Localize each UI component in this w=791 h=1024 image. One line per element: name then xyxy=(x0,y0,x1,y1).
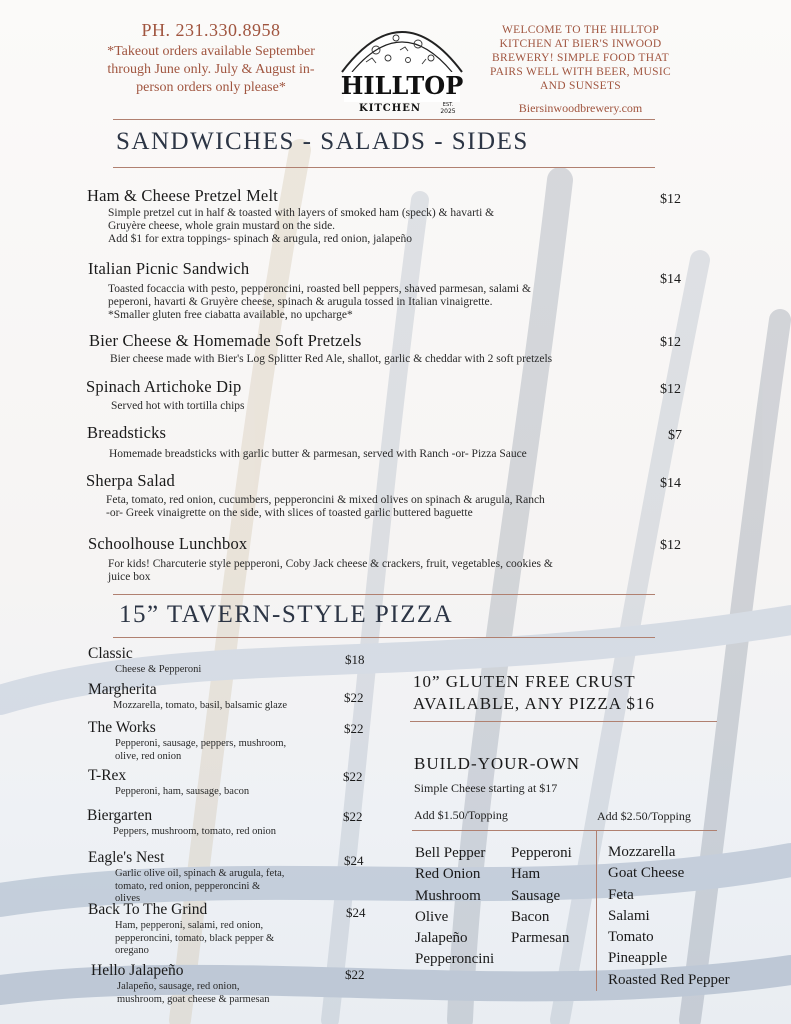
menu-item-name: Schoolhouse Lunchbox xyxy=(88,534,248,553)
svg-text:KITCHEN: KITCHEN xyxy=(359,103,421,114)
menu-item-name: Spinach Artichoke Dip xyxy=(86,377,242,396)
header-welcome xyxy=(478,23,683,115)
menu-item-price: $12 xyxy=(660,382,681,397)
topping-item: Mushroom xyxy=(415,887,481,904)
pizza-description xyxy=(115,786,335,799)
pizza-name: The Works xyxy=(88,719,156,736)
menu-item-description xyxy=(106,494,666,520)
description-line: Feta, tomato, red onion, cucumbers, pepperoncini & mixed olives on spinach & arugula, Ranch xyxy=(106,494,545,506)
menu-item-name: Breadsticks xyxy=(87,423,167,442)
topping-item: Ham xyxy=(511,866,541,883)
description-line: olive, red onion xyxy=(115,750,182,762)
pizza-price: $24 xyxy=(344,853,364,868)
pizza-name: Margherita xyxy=(88,681,157,698)
menu-item-description xyxy=(108,207,668,246)
description-line: Gruyère cheese, whole grain mustard on the side. xyxy=(108,220,336,232)
topping-item: Red Onion xyxy=(415,866,481,883)
description-line: Homemade breadsticks with garlic butter & parmesan, served with Ranch -or- Pizza Sauce xyxy=(109,448,527,460)
description-line: Jalapeño, sausage, red onion, xyxy=(117,981,240,992)
pizza-name: Hello Jalapeño xyxy=(91,962,184,979)
pizza-description xyxy=(115,920,335,958)
tier1-toppings-col2 xyxy=(511,843,572,949)
toppings-divider xyxy=(412,830,717,831)
section-title-pizza: 15” TAVERN-STYLE PIZZA xyxy=(119,601,454,628)
description-line: juice box xyxy=(108,571,151,583)
pizza-name: Back To The Grind xyxy=(88,901,208,918)
gluten-free-divider xyxy=(410,721,717,722)
menu-item-description xyxy=(110,353,670,366)
description-line: olives xyxy=(115,893,141,904)
pizza-title-divider xyxy=(113,637,655,638)
pizza-name: Biergarten xyxy=(87,807,153,824)
topping-item: Bell Pepper xyxy=(415,845,486,861)
sandwiches-divider xyxy=(113,167,655,168)
menu-item-description xyxy=(109,448,669,461)
section-title-sandwiches: SANDWICHES - SALADS - SIDES xyxy=(116,128,529,155)
description-line: Cheese & Pepperoni xyxy=(115,664,202,675)
topping-item: Jalapeño xyxy=(415,930,468,947)
topping-item: Tomato xyxy=(608,929,654,946)
description-line: tomato, red onion, pepperoncini & xyxy=(115,880,261,892)
pizza-description xyxy=(115,868,335,906)
gluten-free-note xyxy=(413,671,655,715)
topping-item: Parmesan xyxy=(511,930,570,947)
topping-item: Pepperoni xyxy=(511,845,572,861)
description-line: Ham, pepperoni, salami, red onion, xyxy=(115,920,264,931)
pizza-price: $22 xyxy=(345,967,365,982)
description-line: For kids! Charcuterie style pepperoni, Coby Jack cheese & crackers, fruit, vegetables, cookies & xyxy=(108,558,553,570)
header-contact xyxy=(96,20,326,97)
menu-item-price: $14 xyxy=(660,272,681,287)
header-divider xyxy=(113,119,655,120)
menu-item-name: Italian Picnic Sandwich xyxy=(88,259,250,278)
pizza-price: $22 xyxy=(344,690,364,705)
topping-item: Pepperoncini xyxy=(415,951,495,968)
description-line: Bier cheese made with Bier's Log Splitter Red Ale, shallot, garlic & cheddar with 2 soft pretzels xyxy=(110,353,553,365)
description-line: Add $1 for extra toppings- spinach & arugula, red onion, jalapeño xyxy=(108,233,413,245)
pizza-price: $18 xyxy=(345,652,365,667)
menu-item-price: $14 xyxy=(660,476,681,491)
menu-item-price: $12 xyxy=(660,538,681,553)
description-line: Peppers, mushroom, tomato, red onion xyxy=(113,826,277,837)
menu-item-price: $12 xyxy=(660,335,681,350)
description-line: Pepperoni, ham, sausage, bacon xyxy=(115,786,250,797)
description-line: mushroom, goat cheese & parmesan xyxy=(117,993,270,1005)
menu-item-name: Ham & Cheese Pretzel Melt xyxy=(87,186,279,205)
description-line: Toasted focaccia with pesto, pepperoncini, roasted bell peppers, shaved parmesan, salami & xyxy=(108,283,531,295)
pizza-description xyxy=(115,738,335,763)
menu-item-description xyxy=(111,400,671,413)
svg-text:HILLTOP: HILLTOP xyxy=(340,71,464,100)
topping-item: Olive xyxy=(415,908,449,925)
topping-item: Bacon xyxy=(511,908,550,925)
pizza-price: $22 xyxy=(344,721,364,736)
description-line: oregano xyxy=(115,945,149,956)
menu-item-description xyxy=(108,283,668,322)
pizza-name: Classic xyxy=(88,645,133,662)
topping-item: Pineapple xyxy=(608,950,668,967)
menu-item-price: $7 xyxy=(668,428,682,443)
hilltop-kitchen-logo xyxy=(336,10,468,116)
build-your-own-subtitle: Simple Cheese starting at $17 xyxy=(414,781,558,795)
topping-item: Mozzarella xyxy=(608,844,676,860)
menu-item-name: Sherpa Salad xyxy=(86,471,176,490)
svg-text:EST.: EST. xyxy=(442,102,454,108)
topping-item: Salami xyxy=(608,907,650,924)
build-your-own-title: BUILD-YOUR-OWN xyxy=(414,754,581,773)
website-link[interactable]: Biersinwoodbrewery.com xyxy=(518,101,643,115)
takeout-note: *Takeout orders available September through June only. July & August in-person orders only please* xyxy=(107,44,315,95)
tier2-price-label: Add $2.50/Topping xyxy=(597,809,691,823)
topping-item: Feta xyxy=(608,886,634,903)
description-line: peperoni, havarti & Gruyère cheese, spinach & arugula tossed in Italian vinaigrette. xyxy=(108,296,493,308)
topping-item: Sausage xyxy=(511,887,561,904)
description-line: Simple pretzel cut in half & toasted with layers of smoked ham (speck) & havarti & xyxy=(108,207,495,219)
description-line: Pepperoni, sausage, peppers, mushroom, xyxy=(115,738,287,749)
pizza-price: $22 xyxy=(343,769,363,784)
description-line: Served hot with tortilla chips xyxy=(111,400,245,412)
description-line: Mozzarella, tomato, basil, balsamic glaze xyxy=(113,700,288,711)
topping-item: Roasted Red Pepper xyxy=(608,971,730,988)
menu-item-name: Bier Cheese & Homemade Soft Pretzels xyxy=(89,331,362,350)
description-line: Garlic olive oil, spinach & arugula, feta, xyxy=(115,868,285,879)
pizza-description xyxy=(115,664,335,677)
welcome-text: WELCOME TO THE HILLTOP KITCHEN AT BIER'S INWOOD BREWERY! SIMPLE FOOD THAT PAIRS WELL WITH BEER, MUSIC AND SUNSETS xyxy=(490,24,671,92)
description-line: *Smaller gluten free ciabatta available, no upcharge* xyxy=(108,309,353,321)
pizza-price: $22 xyxy=(343,809,363,824)
topping-item: Goat Cheese xyxy=(608,865,685,882)
gluten-free-line-2: AVAILABLE, ANY PIZZA $16 xyxy=(413,694,655,713)
toppings-vertical-divider xyxy=(596,831,597,991)
tier1-price-label: Add $1.50/Topping xyxy=(414,808,508,822)
pizza-price: $24 xyxy=(346,905,366,920)
pizza-name: Eagle's Nest xyxy=(88,849,165,866)
description-line: -or- Greek vinaigrette on the side, with slices of toasted garlic buttered baguette xyxy=(106,507,473,519)
tier2-toppings xyxy=(608,842,730,991)
pizza-description xyxy=(113,700,333,713)
description-line: pepperoncini, tomato, black pepper & xyxy=(115,932,275,944)
pizza-description xyxy=(113,826,333,839)
svg-text:2025: 2025 xyxy=(440,108,456,115)
menu-item-price: $12 xyxy=(660,192,681,207)
phone-number[interactable]: PH. 231.330.8958 xyxy=(141,20,281,40)
pizza-description xyxy=(117,981,337,1006)
pizza-top-divider xyxy=(113,594,655,595)
pizza-name: T-Rex xyxy=(88,767,127,784)
gluten-free-line-1: 10” GLUTEN FREE CRUST xyxy=(413,672,636,691)
tier1-toppings-col1 xyxy=(415,843,494,971)
menu-item-description xyxy=(108,558,668,584)
